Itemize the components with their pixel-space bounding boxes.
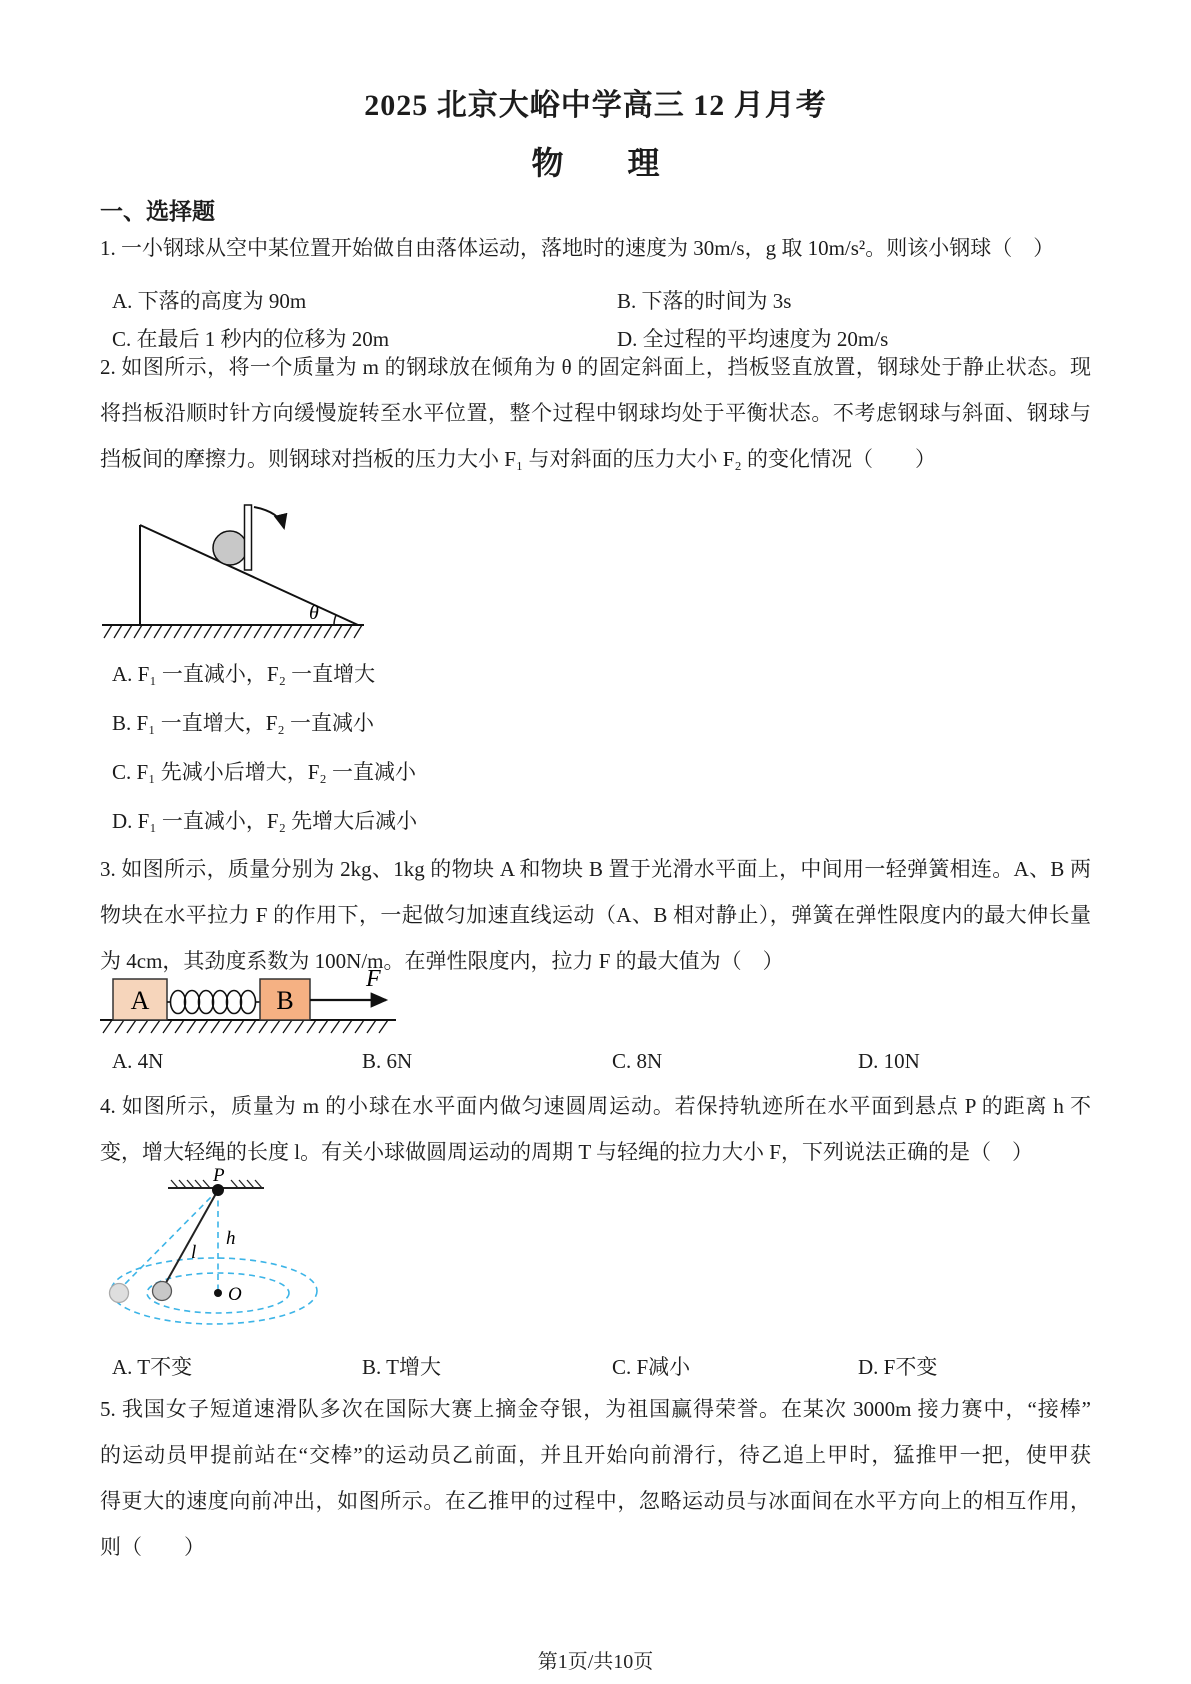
q2-option-d: D. F₁ 一直减小，F₂ 先增大后减小 [112,809,418,833]
figure-q2-incline [102,462,372,642]
pendulum-ball [153,1282,172,1301]
q5-stem-line: 5. 我国女子短道速滑队多次在国际大赛上摘金夺银，为祖国赢得荣誉。在某次 3000m 接力赛中，“接棒” [100,1397,1091,1421]
page-title: 2025 北京大峪中学高三 12 月月考 [364,89,827,122]
question-4-options [100,1352,1103,1382]
long-rope-dashed-line [121,1190,218,1288]
q4-option-d: D. F不变 [858,1355,938,1379]
question-1-stem: 1. 一小钢球从空中某位置开始做自由落体运动，落地时的速度为 30m/s，g 取 10m/s²。则该小钢球（ ） [100,236,1055,260]
question-3-options [100,1046,1103,1076]
q4-stem-line: 4. 如图所示，质量为 m 的小球在水平面内做匀速圆周运动。若保持轨迹所在水平面到悬点 P 的距离 h 不 [100,1094,1091,1118]
q4-stem-line: 变，增大轻绳的长度 l。有关小球做圆周运动的周期 T 与轻绳的拉力大小 F，下列说法正确的是（ ） [100,1140,1033,1164]
q2-stem-line: 将挡板沿顺时针方向缓慢旋转至水平位置，整个过程中钢球均处于平衡状态。不考虑钢球与斜面、钢球与 [100,401,1091,425]
angle-arc [334,615,336,625]
q3-stem-line: 3. 如图所示，质量分别为 2kg、1kg 的物块 A 和物块 B 置于光滑水平面上，中间用一轻弹簧相连。A、B 两 [100,857,1091,881]
q1-option-a: A. 下落的高度为 90m [112,289,307,313]
rope-l-label: l [191,1242,197,1263]
block-b-label: B [276,986,294,1015]
q4-option-c: C. F减小 [612,1355,691,1379]
subject-title: 物 理 [531,145,660,181]
question-2-options [100,650,1103,846]
q2-option-c: C. F₁ 先减小后增大，F₂ 一直减小 [112,760,417,784]
q3-stem-line: 物块在水平拉力 F 的作用下，一起做匀加速直线运动（A、B 相对静止），弹簧在弹性限度内的最大伸长量 [100,903,1091,927]
center-dot [214,1289,222,1297]
ground-hatch [103,1020,388,1033]
angle-theta-label: θ [309,602,319,624]
q2-option-b: B. F₁ 一直增大，F₂ 一直减小 [112,711,375,735]
q4-option-b: B. T增大 [362,1355,441,1379]
q2-stem-line: 挡板间的摩擦力。则钢球对挡板的压力大小 F₁ 与对斜面的压力大小 F₂ 的变化情况（ ） [100,447,936,471]
q3-option-a: A. 4N [112,1049,164,1073]
q3-option-b: B. 6N [362,1049,413,1073]
section-heading: 一、选择题 [100,199,215,224]
block-a-label: A [130,986,150,1015]
q3-option-d: D. 10N [858,1049,920,1073]
barrier-board [245,505,252,570]
question-4-stem [100,1083,1091,1175]
height-h-label: h [226,1228,236,1249]
question-5-stem [100,1386,1091,1570]
q1-option-d: D. 全过程的平均速度为 20m/s [617,327,889,351]
figure-q4-conical-pendulum [105,1168,425,1340]
page-footer: 第1页/共10页 [537,1651,654,1673]
pivot-p-label: P [213,1168,225,1186]
steel-ball [213,531,247,565]
q2-option-a: A. F₁ 一直减小，F₂ 一直增大 [112,662,376,686]
q1-option-b: B. 下落的时间为 3s [617,289,792,313]
q3-stem-line: 为 4cm，其劲度系数为 100N/m。在弹性限度内，拉力 F 的最大值为（ ） [100,949,784,973]
q5-stem-line: 得更大的速度向前冲出，如图所示。在乙推甲的过程中，忽略运动员与冰面间在水平方向上的相互作用， [100,1489,1091,1513]
q5-stem-line: 则（ ） [100,1535,205,1559]
ground-hatch [104,625,362,638]
q1-option-c: C. 在最后 1 秒内的位移为 20m [112,327,390,351]
q4-option-a: A. T不变 [112,1355,193,1379]
pendulum-ball-faded [110,1284,129,1303]
force-f-label: F [366,966,381,992]
center-o-label: O [228,1284,242,1305]
q3-option-c: C. 8N [612,1049,663,1073]
spring-coil-icon [167,991,260,1014]
q5-stem-line: 的运动员甲提前站在“交棒”的运动员乙前面，并且开始向前滑行，待乙追上甲时，猛推甲一把，使甲获 [100,1443,1091,1467]
rotation-arrow-icon [254,507,284,528]
q2-stem-line: 2. 如图所示，将一个质量为 m 的钢球放在倾角为 θ 的固定斜面上，挡板竖直放置，钢球处于静止状态。现 [100,355,1091,379]
